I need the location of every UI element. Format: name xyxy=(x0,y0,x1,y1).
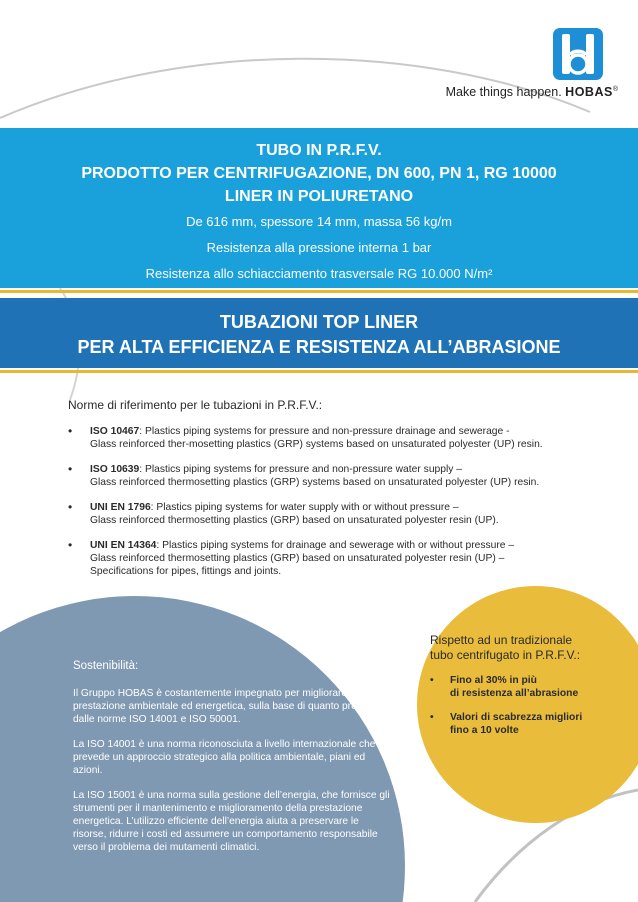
norm-text: : Plastics piping systems for water supply with or without pressure – xyxy=(150,502,459,513)
product-title-line-2: PRODOTTO PER CENTRIFUGAZIONE, DN 600, PN 1, RG 10000 xyxy=(81,165,557,182)
comparison-item-line-1: Fino al 30% in più xyxy=(450,675,537,686)
norm-text: : Plastics piping systems for drainage and sewerage with or without pressure – xyxy=(156,540,515,551)
product-title-line-1: TUBO IN P.R.F.V. xyxy=(256,142,382,159)
bullet: • xyxy=(68,500,73,514)
norm-code: ISO 10639 xyxy=(90,464,140,475)
comparison-item xyxy=(430,674,625,700)
gold-divider-top xyxy=(0,290,638,293)
product-title-line-3: LINER IN POLIURETANO xyxy=(224,188,414,205)
sustainability-paragraph-1: Il Gruppo HOBAS è costantemente impegnato per migliorare la propria prestazione ambientale ed energetica, sulla base di quanto previsto dalle norme ISO 14001 e ISO 50001. xyxy=(73,688,393,725)
brand-tagline xyxy=(446,85,618,99)
norm-code: UNI EN 1796 xyxy=(90,502,151,513)
bullet: • xyxy=(68,424,73,438)
norm-code: UNI EN 14364 xyxy=(90,540,157,551)
comparison-item-line-2: di resistenza all’abrasione xyxy=(450,688,579,699)
norm-item xyxy=(68,463,613,489)
norm-item xyxy=(68,425,613,451)
norm-text-line-2: Glass reinforced thermosetting plastics (GRP) systems based on unsaturated polyester (UP) resin. xyxy=(90,477,540,488)
comparison-item-line-2: fino a 10 volte xyxy=(450,725,519,736)
sustainability-title: Sostenibilità: xyxy=(73,660,139,672)
comparison-item xyxy=(430,711,625,737)
product-spec-crush: Resistenza allo schiacciamento trasversale RG 10.000 N/m² xyxy=(145,266,493,281)
gold-divider-bottom xyxy=(0,370,638,373)
registered-mark: ® xyxy=(612,85,618,93)
tagline-text: Make things happen. xyxy=(445,85,562,99)
product-spec-dimensions: De 616 mm, spessore 14 mm, massa 56 kg/m xyxy=(186,214,452,229)
norm-code: ISO 10467 xyxy=(90,426,140,437)
norms-title: Norme di riferimento per le tubazioni in P.R.F.V.: xyxy=(68,398,323,412)
norm-text-line-2: Glass reinforced thermosetting plastics (GRP) based on unsaturated polyester resin (UP). xyxy=(90,515,499,526)
banner-line-2: PER ALTA EFFICIENZA E RESISTENZA ALL’ABRASIONE xyxy=(77,337,561,357)
norms-section xyxy=(68,398,613,590)
norm-text: : Plastics piping systems for pressure and non-pressure water supply – xyxy=(139,464,463,475)
product-spec-pressure: Resistenza alla pressione interna 1 bar xyxy=(206,240,432,255)
norm-item xyxy=(68,539,613,578)
comparison-title xyxy=(430,633,625,663)
comparison-title-line-1: Rispetto ad un tradizionale xyxy=(430,633,573,647)
norm-text-line-2: Glass reinforced ther-mosetting plastics (GRP) systems based on unsaturated polyester (UP) resin. xyxy=(90,439,543,450)
norm-text-line-2: Glass reinforced thermosetting plastics (GRP) based on unsaturated polyester resin (UP) – xyxy=(90,553,505,564)
product-header-band xyxy=(0,128,638,288)
comparison-item-line-1: Valori di scabrezza migliori xyxy=(450,712,583,723)
comparison-section xyxy=(430,633,625,748)
bullet: • xyxy=(430,712,434,723)
norm-text: : Plastics piping systems for pressure and non-pressure drainage and sewerage - xyxy=(139,426,510,437)
banner-line-1: TUBAZIONI TOP LINER xyxy=(219,312,419,332)
sustainability-paragraph-2: La ISO 14001 è una norma riconosciuta a livello internazionale che prevede un approccio strategico alla politica ambientale, piani ed azioni. xyxy=(73,739,376,776)
sustainability-paragraph-3: La ISO 15001 è una norma sulla gestione dell’energia, che fornisce gli strumenti per il mantenimento e miglioramento della prestazione energetica. L’utilizzo efficiente dell’energia aiuta a preservare le risorse, ridurre i costi ed assumere un comportamento responsabile verso il problema dei mutamenti climatici. xyxy=(73,790,390,853)
bullet: • xyxy=(430,675,434,686)
norm-item xyxy=(68,501,613,527)
bullet: • xyxy=(68,462,73,476)
top-liner-banner xyxy=(0,298,638,368)
bullet: • xyxy=(68,538,73,552)
tagline-brand: HOBAS xyxy=(565,85,613,99)
norm-text-line-3: Specifications for pipes, fittings and joints. xyxy=(90,566,282,577)
comparison-title-line-2: tubo centrifugato in P.R.F.V.: xyxy=(430,648,581,662)
sustainability-section xyxy=(73,660,393,866)
hobas-logo xyxy=(553,28,603,80)
